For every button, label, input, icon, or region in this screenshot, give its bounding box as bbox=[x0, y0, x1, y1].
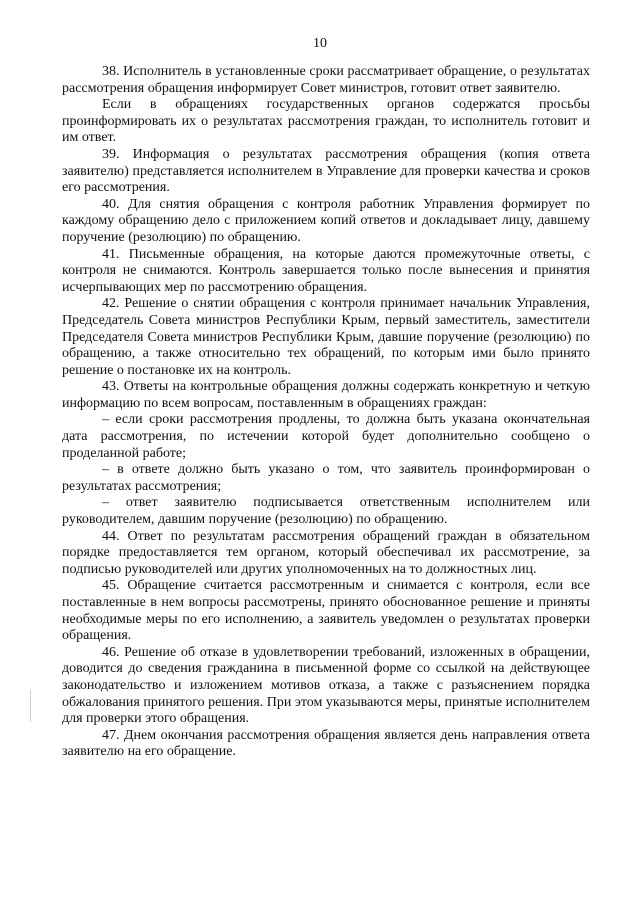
paragraph-39: 39. Информация о результатах рассмотрения обращения (копия ответа заявителю) представляется исполнителем в Управление для проверки качества и сроков его рассмотрения. bbox=[62, 146, 590, 196]
paragraph-47: 47. Днем окончания рассмотрения обращения является день направления ответа заявителю на его обращение. bbox=[62, 727, 590, 760]
paragraph-43-item-2: – в ответе должно быть указано о том, что заявитель проинформирован о результатах рассмотрения; bbox=[62, 462, 590, 494]
paragraph-43-item-3: – ответ заявителю подписывается ответственным исполнителем или руководителем, давшим поручение (резолюцию) по обращению. bbox=[62, 495, 590, 528]
scan-margin-mark bbox=[30, 690, 31, 722]
paragraph-43-item-1: – если сроки рассмотрения продлены, то должна быть указана окончательная дата рассмотрения, по истечении которой будет дополнительно сообщено о проделанной работе; bbox=[62, 412, 590, 461]
paragraph-43: 43. Ответы на контрольные обращения должны содержать конкретную и четкую информацию по всем вопросам, поставленным в обращениях граждан: bbox=[62, 379, 590, 411]
page-number: 10 bbox=[313, 36, 327, 51]
paragraph-41: 41. Письменные обращения, на которые даются промежуточные ответы, с контроля не снимаются. Контроль завершается только после вынесения и принятия исчерпывающих мер по рассмотрению обращения. bbox=[62, 246, 590, 295]
document-body bbox=[62, 64, 590, 761]
paragraph-42: 42. Решение о снятии обращения с контроля принимает начальник Управления, Председатель Совета министров Республики Крым, первый заместитель, заместители Председателя Совета министров Республики Крым, давшие поручение (резолюцию) по обращению, а также относительно тех обращений, по которым ими было принято решение о постановке их на контроль. bbox=[62, 296, 590, 378]
paragraph-40: 40. Для снятия обращения с контроля работник Управления формирует по каждому обращению дело с приложением копий ответов и докладывает лицу, давшему поручение (резолюцию) по обращению. bbox=[62, 196, 590, 245]
paragraph-38-note: Если в обращениях государственных органов содержатся просьбы проинформировать их о результатах рассмотрения граждан, то исполнитель готовит и им ответ. bbox=[62, 97, 590, 146]
paragraph-38: 38. Исполнитель в установленные сроки рассматривает обращение, о результатах рассмотрения обращения информирует Совет министров, готовит ответ заявителю. bbox=[62, 64, 590, 96]
paragraph-44: 44. Ответ по результатам рассмотрения обращений граждан в обязательном порядке предоставляется тем органом, который обеспечивал их рассмотрение, за подписью руководителей или других уполномоченных на то должностных лиц. bbox=[62, 528, 590, 577]
paragraph-45: 45. Обращение считается рассмотренным и снимается с контроля, если все поставленные в нем вопросы рассмотрены, принято обоснованное решение и приняты необходимые меры по его исполнению, а заявитель уведомлен о результатах проверки обращения. bbox=[62, 578, 590, 644]
paragraph-46: 46. Решение об отказе в удовлетворении требований, изложенных в обращении, доводится до сведения гражданина в письменной форме со ссылкой на действующее законодательство и изложением мотивов отказа, а также с разъяснением порядка обжалования принятого решения. При этом указываются меры, принятые исполнителем для проверки этого обращения. bbox=[62, 644, 590, 727]
